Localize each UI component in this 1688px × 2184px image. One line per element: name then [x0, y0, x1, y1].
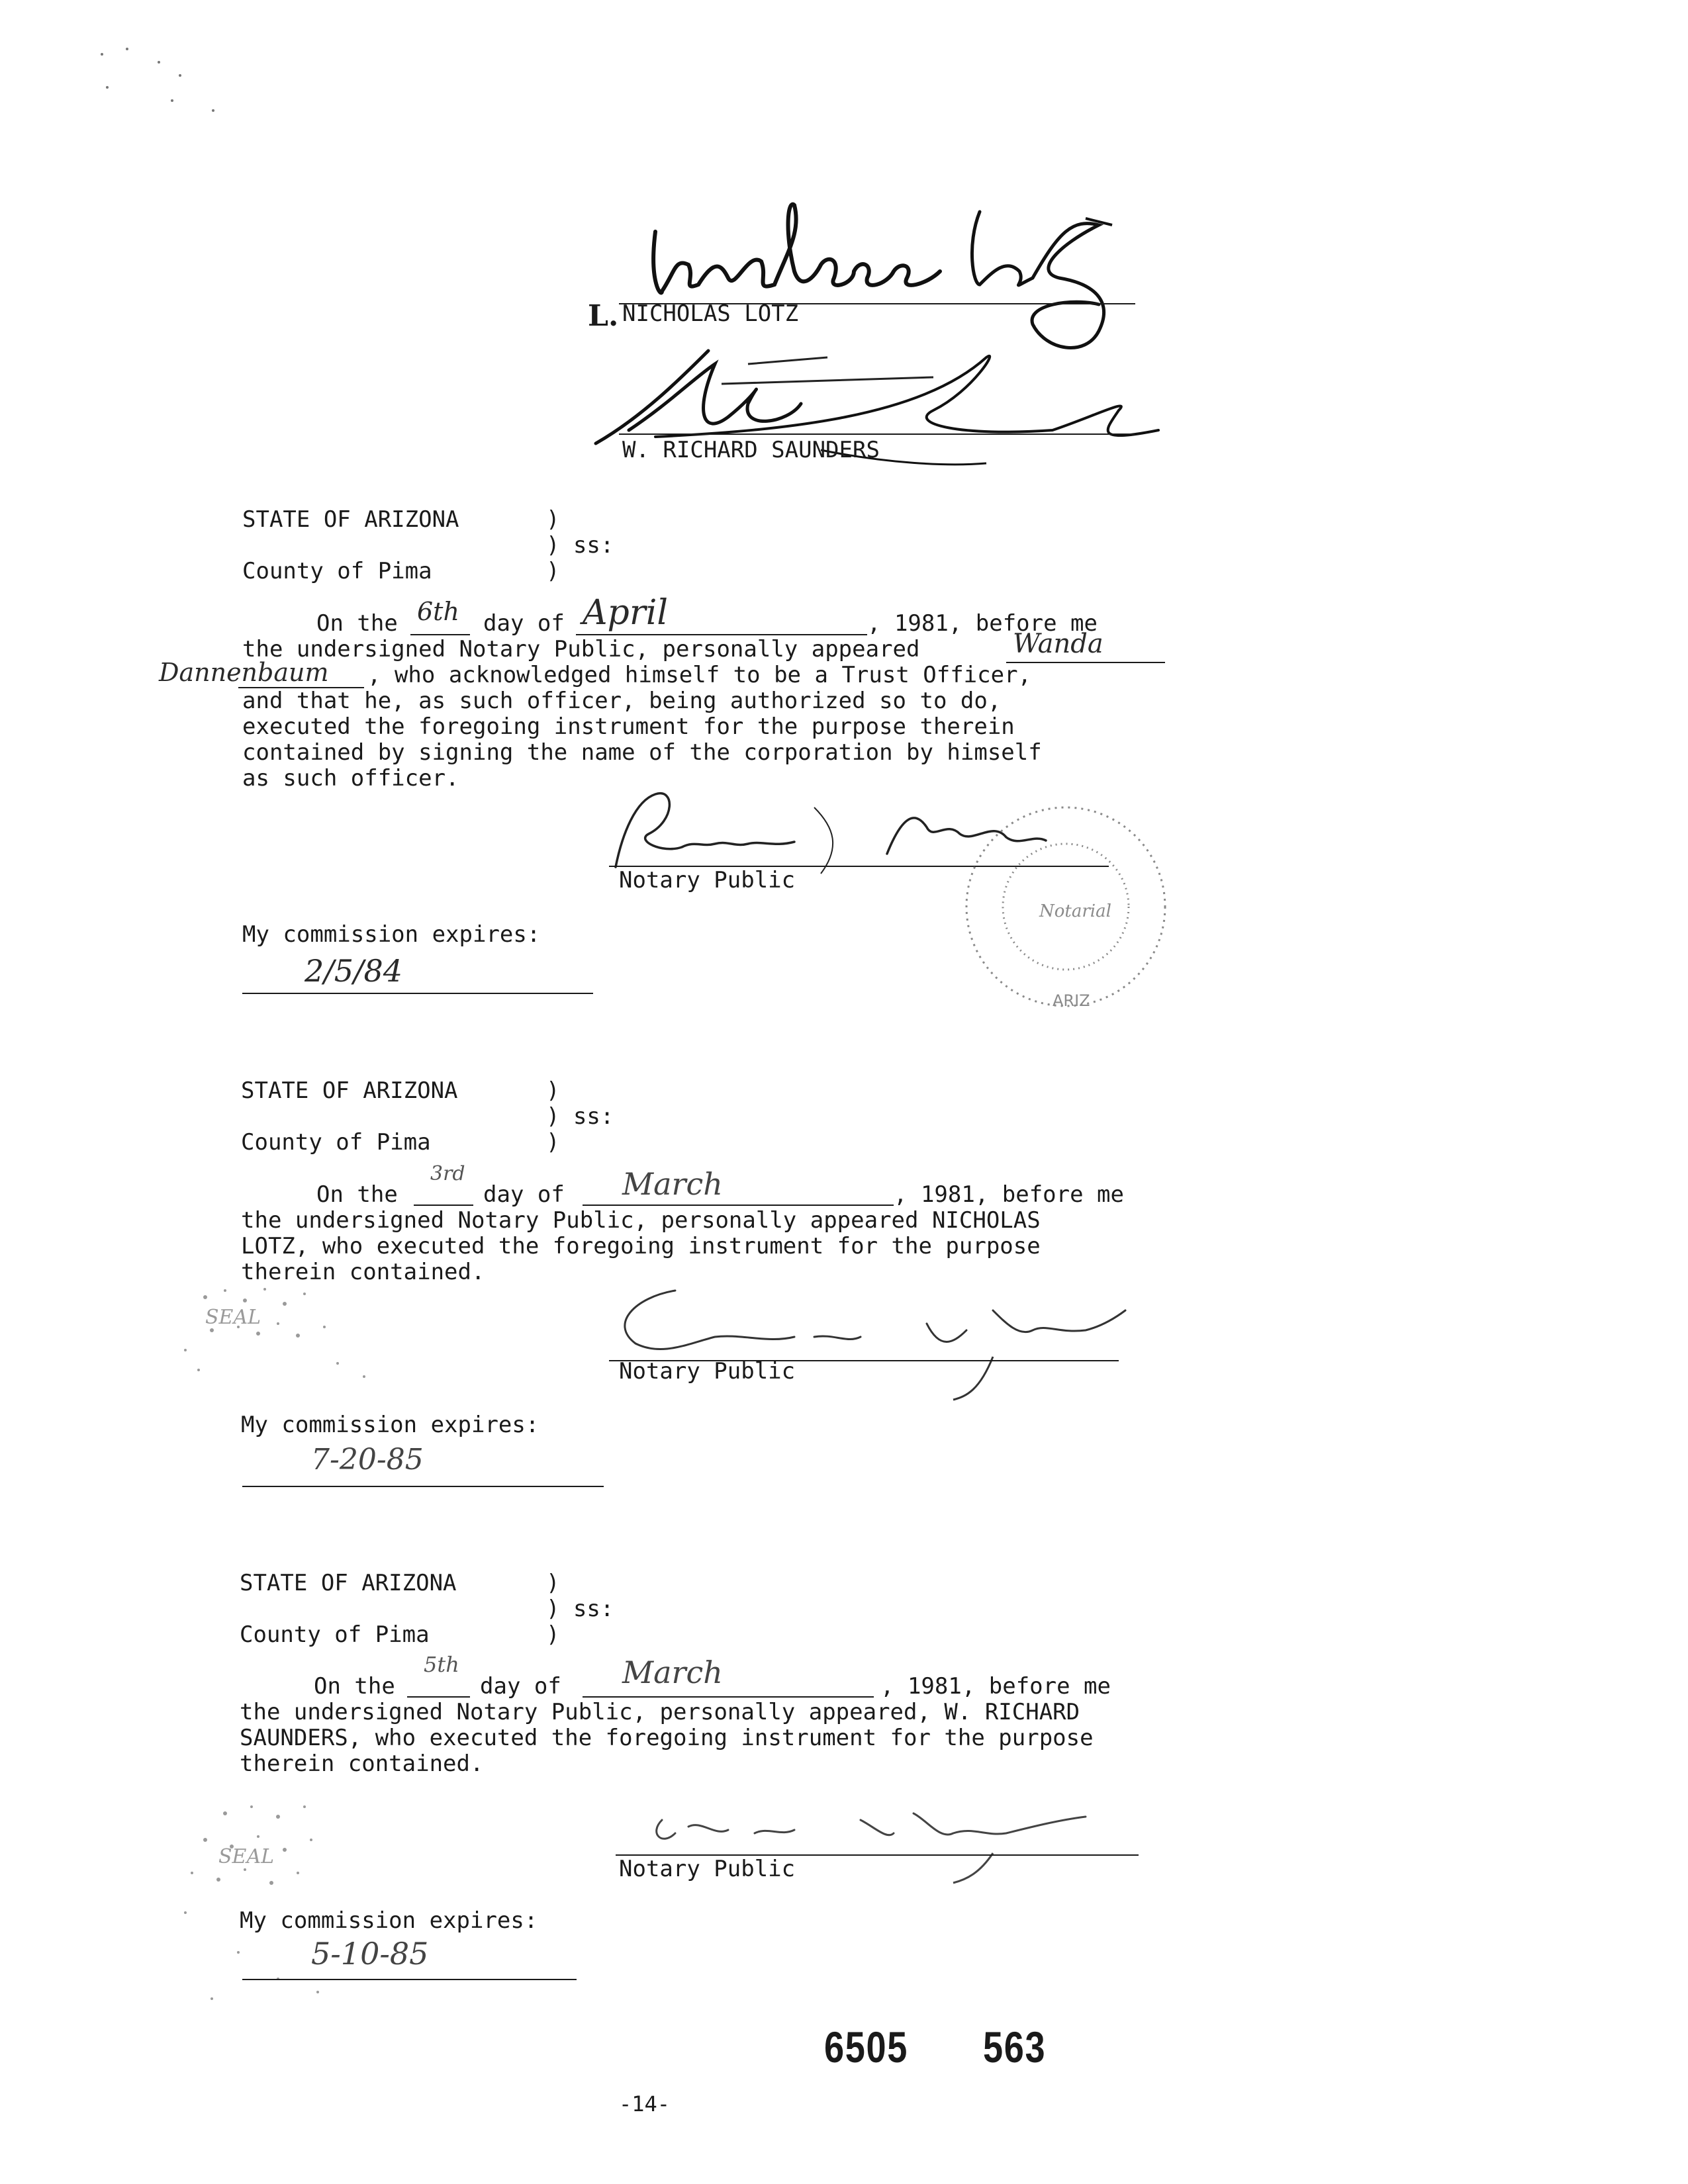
- ack3-day-blank: [407, 1696, 470, 1698]
- ack3-paren-top: ): [546, 1570, 560, 1596]
- ack2-county: County of Pima: [241, 1129, 431, 1156]
- ack1-month-handwritten: April: [583, 593, 668, 633]
- svg-text:SEAL: SEAL: [205, 1306, 261, 1329]
- notary2-seal-smudge: [165, 1271, 417, 1403]
- ack1-line7: as such officer.: [242, 765, 459, 792]
- ack3-day-handwritten: 5th: [424, 1652, 459, 1677]
- lotz-name: NICHOLAS LOTZ: [622, 300, 799, 327]
- ack2-paren-bot: ): [546, 1129, 560, 1156]
- ack2-commission-handwritten: 7-20-85: [311, 1443, 424, 1477]
- ack3-commission-handwritten: 5-10-85: [311, 1936, 429, 1972]
- lotz-prefix: L.: [588, 299, 619, 333]
- svg-text:ARIZ: ARIZ: [1053, 991, 1090, 1010]
- ack1-line1-suffix: , 1981, before me: [867, 610, 1098, 637]
- ack1-paren-top: ): [546, 506, 560, 533]
- ack3-on-the: On the: [314, 1673, 395, 1700]
- book-page: 563: [983, 2023, 1047, 2071]
- ack2-line3: LOTZ, who executed the foregoing instrument for the purpose: [241, 1233, 1041, 1259]
- scan-speck: [158, 61, 160, 64]
- ack1-month-blank: [576, 634, 867, 635]
- ack1-county: County of Pima: [242, 558, 432, 584]
- notary1-label: Notary Public: [619, 867, 796, 893]
- ack2-line1-suffix: , 1981, before me: [894, 1181, 1124, 1208]
- ack1-on-the: On the: [316, 610, 398, 637]
- svg-text:SEAL: SEAL: [218, 1845, 275, 1868]
- ack3-paren-bot: ): [546, 1621, 560, 1648]
- ack3-month-blank: [583, 1696, 874, 1698]
- ack3-state: STATE OF ARIZONA: [240, 1570, 457, 1596]
- ack2-state: STATE OF ARIZONA: [241, 1077, 458, 1104]
- ack1-line5: executed the foregoing instrument for the purpose therein: [242, 713, 1015, 740]
- ack2-line2: the undersigned Notary Public, personally appeared NICHOLAS: [241, 1207, 1041, 1234]
- ack2-commission-line: [242, 1486, 604, 1487]
- ack3-line3: SAUNDERS, who executed the foregoing instrument for the purpose: [240, 1725, 1094, 1751]
- ack1-line4: and that he, as such officer, being authorized so to do,: [242, 688, 1002, 714]
- book-reference: 6505: [824, 2023, 908, 2071]
- scan-speck: [126, 48, 128, 50]
- ack1-commission-label: My commission expires:: [242, 921, 541, 948]
- ack1-line3: , who acknowledged himself to be a Trust Officer,: [367, 662, 1032, 688]
- ack3-line1-suffix: , 1981, before me: [880, 1673, 1111, 1700]
- ack1-day-of: day of: [483, 610, 565, 637]
- notary3-label: Notary Public: [619, 1856, 796, 1882]
- saunders-name: W. RICHARD SAUNDERS: [622, 437, 880, 463]
- ack2-month-blank: [583, 1205, 894, 1206]
- ack3-commission-line: [242, 1979, 577, 1980]
- ack3-day-of: day of: [480, 1673, 561, 1700]
- ack1-day-handwritten: 6th: [417, 597, 459, 626]
- ack1-state: STATE OF ARIZONA: [242, 506, 459, 533]
- scan-speck: [212, 109, 214, 112]
- ack1-day-blank: [410, 634, 470, 635]
- notary1-seal: [940, 781, 1192, 1032]
- ack2-day-blank: [414, 1205, 473, 1206]
- ack1-line6: contained by signing the name of the corporation by himself: [242, 739, 1042, 766]
- ack1-commission-handwritten: 2/5/84: [305, 953, 403, 989]
- ack2-day-of: day of: [483, 1181, 565, 1208]
- notary3-seal-smudge: [146, 1780, 424, 2019]
- ack2-paren-top: ): [546, 1077, 560, 1104]
- ack2-commission-label: My commission expires:: [241, 1412, 539, 1438]
- ack1-appearer-handwritten-a: Wanda: [1013, 629, 1103, 659]
- scan-speck: [171, 99, 173, 102]
- ack3-county: County of Pima: [240, 1621, 430, 1648]
- ack1-appearer-handwritten-b: Dannenbaum: [159, 658, 329, 687]
- ack3-commission-label: My commission expires:: [240, 1907, 538, 1934]
- page-number: -14-: [619, 2091, 671, 2116]
- ack1-commission-line: [242, 993, 593, 994]
- ack2-ss: ) ss:: [546, 1103, 614, 1130]
- ack2-month-handwritten: March: [622, 1166, 723, 1202]
- ack2-on-the: On the: [316, 1181, 398, 1208]
- scan-speck: [106, 86, 109, 89]
- scan-speck: [179, 74, 181, 77]
- notary2-label: Notary Public: [619, 1358, 796, 1385]
- saunders-signature-line: [619, 433, 1135, 435]
- ack3-line2: the undersigned Notary Public, personally appeared, W. RICHARD: [240, 1699, 1080, 1725]
- ack3-ss: ) ss:: [546, 1596, 614, 1622]
- ack3-line4: therein contained.: [240, 1751, 484, 1777]
- ack3-month-handwritten: March: [622, 1655, 723, 1690]
- ack1-ss: ) ss:: [546, 532, 614, 559]
- ack2-line4: therein contained.: [241, 1259, 485, 1285]
- ack2-day-handwritten: 3rd: [430, 1162, 465, 1185]
- ack1-paren-bot: ): [546, 558, 560, 584]
- ack1-line2: the undersigned Notary Public, personally appeared: [242, 636, 920, 662]
- scan-speck: [101, 53, 103, 56]
- svg-text:Notarial: Notarial: [1039, 901, 1111, 921]
